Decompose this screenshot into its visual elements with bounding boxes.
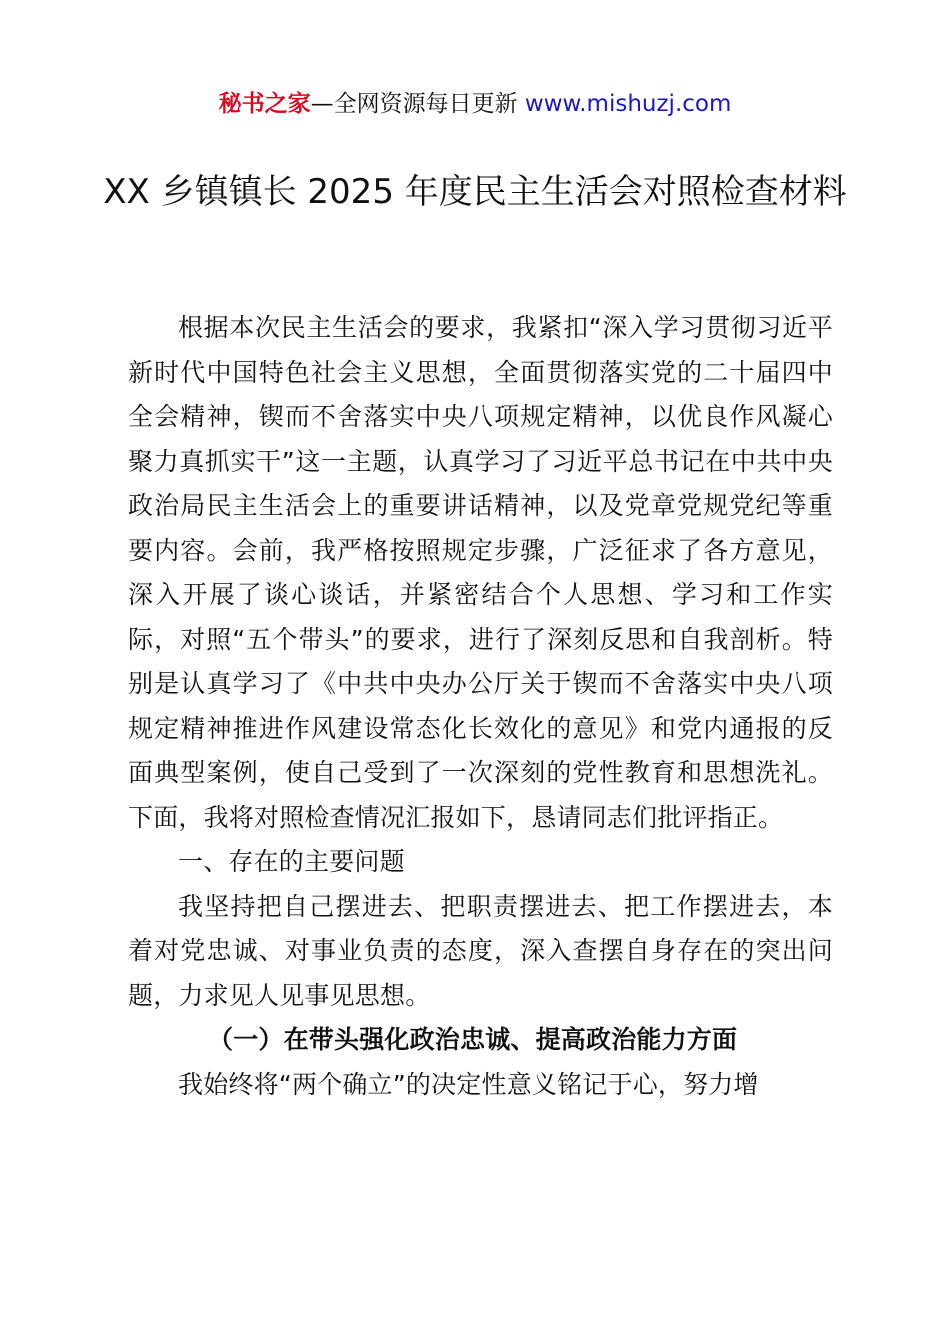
subsection-paragraph: 我始终将“两个确立”的决定性意义铭记于心，努力增	[178, 1069, 759, 1099]
site-header	[0, 88, 950, 120]
header-tagline: —全网资源每日更新	[310, 91, 525, 117]
brand-name: 秘书之家	[218, 91, 311, 117]
intro-paragraph: 根据本次民主生活会的要求，我紧扣“深入学习贯彻习近平新时代中国特色社会主义思想，全面贯彻落实党的二十届四中全会精神，锲而不舍落实中央八项规定精神，以优良作风凝心聚力真抓实干”这一主题，认真学习了习近平总书记在中共中央政治局民主生活会上的重要讲话精神，以及党章党规党纪等重要内容。会前，我严格按照规定步骤，广泛征求了各方意见，深入开展了谈心谈话，并紧密结合个人思想、学习和工作实际，对照“五个带头”的要求，进行了深刻反思和自我剖析。特别是认真学习了《中共中央办公厅关于锲而不舍落实中央八项规定精神推进作风建设常态化长效化的意见》和党内通报的反面典型案例，使自己受到了一次深刻的党性教育和思想洗礼。下面，我将对照检查情况汇报如下，恳请同志们批评指正。	[128, 313, 833, 832]
subsection-heading: （一）在带头强化政治忠诚、提高政治能力方面	[208, 1025, 738, 1054]
document-title: XX 乡镇镇长 2025 年度民主生活会对照检查材料	[103, 172, 847, 212]
section-paragraph: 我坚持把自己摆进去、把职责摆进去、把工作摆进去，本着对党忠诚、对事业负责的态度，深入查摆自身存在的突出问题，力求见人见事见思想。	[128, 891, 833, 1010]
section-heading: 一、存在的主要问题	[178, 847, 405, 876]
document-body	[128, 306, 833, 1107]
site-url[interactable]: www.mishuzj.com	[524, 91, 732, 117]
